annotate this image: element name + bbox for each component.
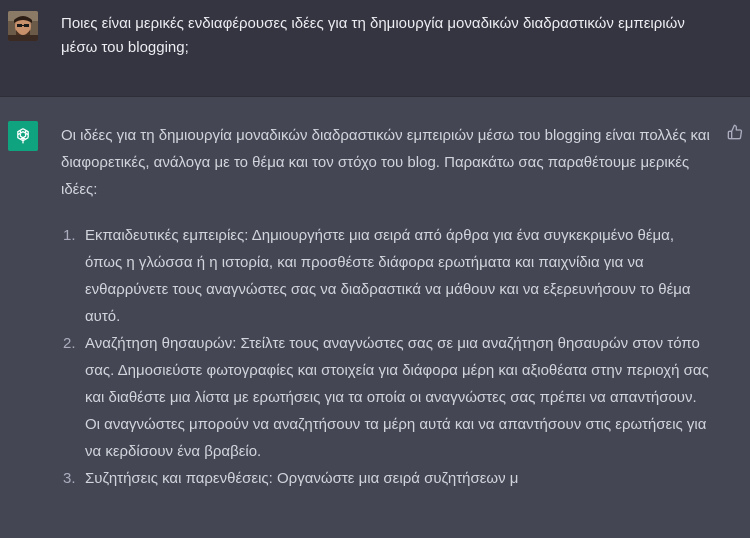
list-item — [61, 465, 711, 492]
list-item — [61, 330, 711, 465]
list-item-text: Συζητήσεις και παρενθέσεις: Οργανώστε μια σειρά συζητήσεων μ — [85, 470, 519, 487]
openai-logo-icon — [8, 121, 38, 151]
thumbs-up-icon[interactable] — [727, 124, 743, 140]
ideas-list — [61, 222, 711, 492]
list-item-text: Αναζήτηση θησαυρών: Στείλτε τους αναγνώστες σας σε μια αναζήτηση θησαυρών στον τόπο σας. Δημοσιεύστε φωτογραφίες και στοιχεία για διάφορα μέρη και αξιοθέατα στην περιοχή σας και διαθέστε μια λίστα με ερωτήσεις για τα οποία οι αναγνώστες σας πρέπει να απαντήσουν. Οι αναγνώστες μπορούν να αναζητήσουν τα μέρη αυτά και να απαντήσουν στις ερωτήσεις για να κερδίσουν ένα βραβείο. — [85, 335, 709, 460]
user-avatar — [8, 11, 38, 41]
answer-intro: Οι ιδέες για τη δημιουργία μοναδικών διαδραστικών εμπειριών μέσω του blogging είναι πολλές και διαφορετικές, ανάλογα με το θέμα και τον στόχο του blog. Παρακάτω σας παραθέτουμε μερικές ιδέες: — [61, 127, 710, 198]
list-item — [61, 222, 711, 330]
list-item-number: 2. — [63, 335, 76, 352]
list-item-text: Εκπαιδευτικές εμπειρίες: Δημιουργήστε μια σειρά από άρθρα για ένα συγκεκριμένο θέμα, όπως η γλώσσα ή η ιστορία, και προσθέστε διάφορα ερωτήματα και παιχνίδια για να ενθαρρύνετε τους αναγνώστες σας να διαδραστικά να μάθουν και να εξερευνήσουν το θέμα αυτό. — [85, 227, 691, 325]
user-message-text: Ποιες είναι μερικές ενδιαφέρουσες ιδέες για τη δημιουργία μοναδικών διαδραστικών εμπειριών μέσω του blogging; — [61, 15, 685, 56]
assistant-message-row — [0, 97, 750, 538]
user-message-row — [0, 0, 750, 97]
list-item-number: 3. — [63, 470, 76, 487]
assistant-message-text — [61, 122, 711, 492]
list-item-number: 1. — [63, 227, 76, 244]
